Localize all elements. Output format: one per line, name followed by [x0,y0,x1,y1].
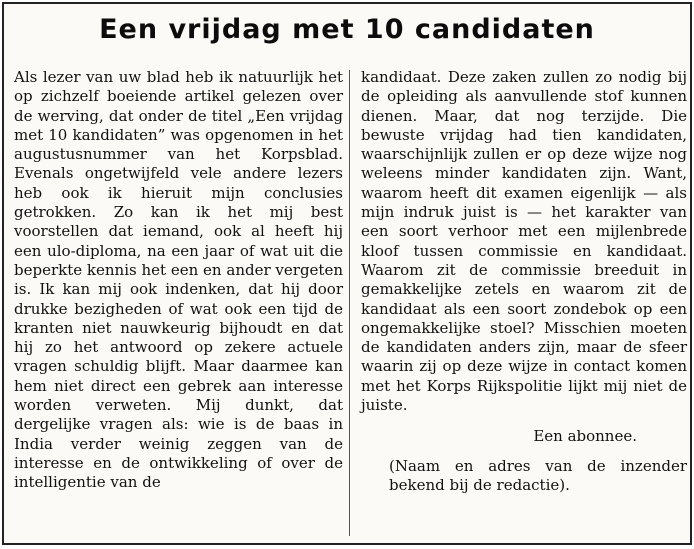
article-body-right: kandidaat. Deze zaken zullen zo nodig bij de opleiding als aanvullende stof kunnen dienen. Maar, dat nog terzijde. Die bewuste vrijdag had tien kandidaten, waarschijnlijk zullen er op deze wijze nog weleens minder kandidaten zijn. Want, waarom heeft dit examen eigenlijk — als mijn indruk juist is — het karakter van een soort verhoor met een mijlenbrede kloof tussen commissie en kandidaat. Waarom zit de commissie breeduit in gemakkelijke zetels en waarom zit de kandidaat als een soort zondebok op een ongemakkelijke stoel? Misschien moeten de kandidaten anders zijn, maar de sfeer waarin zij op deze wijze in contact komen met het Korps Rijkspolitie lijkt mij niet de juiste. [361,68,687,415]
column-divider [349,70,350,536]
article-column-right [361,68,687,495]
article-title: Een vrijdag met 10 candidaten [99,14,595,45]
editor-note: (Naam en adres van de inzender bekend bij de redactie). [389,456,687,494]
article-column-left [14,68,343,493]
newspaper-clipping [2,2,692,545]
article-signature: Een abonnee. [533,427,637,446]
article-body-left: Als lezer van uw blad heb ik natuurlijk het op zichzelf boeiende artikel gelezen over de werving, dat onder de titel „Een vrijdag met 10 kandidaten” was opgenomen in het augustusnummer van het Korpsblad. Evenals ongetwijfeld vele andere lezers heb ook ik hieruit mijn conclusies getrokken. Zo kan ik het mij best voorstellen dat iemand, ook al heeft hij een ulo-diploma, na een jaar of wat uit die beperkte kennis het een en ander vergeten is. Ik kan mij ook indenken, dat hij door drukke bezigheden of wat ook een tijd de kranten niet nauwkeurig bijhoudt en dat hij zo het antwoord op zekere actuele vragen schuldig blijft. Maar daarmee kan hem niet direct een gebrek aan interesse worden verweten. Mij dunkt, dat dergelijke vragen als: wie is de baas in India verder weinig zeggen van de interesse en de ontwikkeling of over de intelligentie van de [14,68,343,492]
